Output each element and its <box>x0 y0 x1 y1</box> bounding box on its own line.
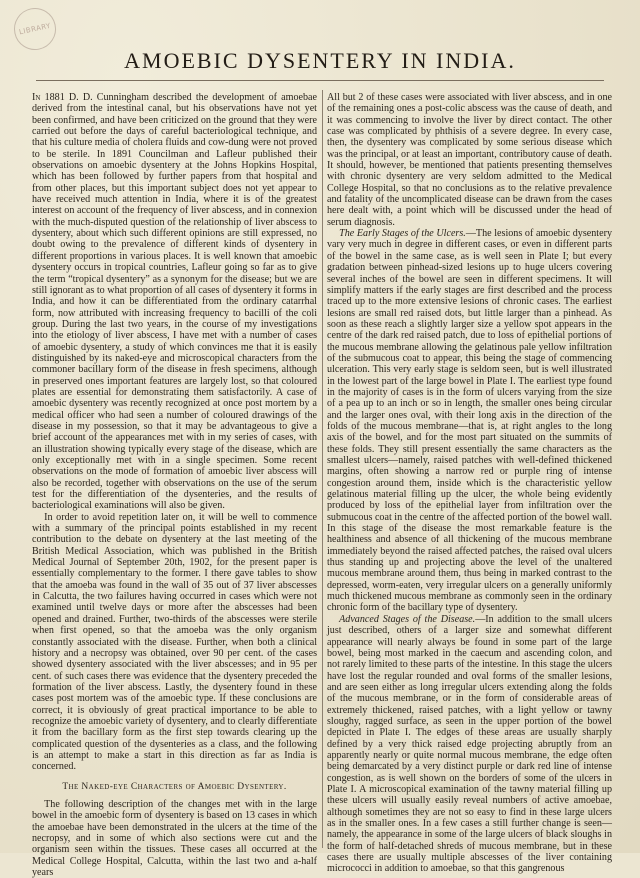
paragraph-advanced-stages <box>327 614 612 875</box>
stamp-text: LIBRARY <box>18 21 52 37</box>
paragraph-cases: All but 2 of these cases were associated with liver abscess, and in one of the remaining ones a post-colic abscess was the cause of death, and it was commencing to involve the liver by direct contact. The other case was complicated by phthisis of a severe degree. In every case, then, the dysentery was complicated by some serious disease which was the principal, or at least an important, contributory cause of death. It should, however, be mentioned that patients presenting themselves with chronic dysentery are very seldom admitted to the Medical College Hospital, so that no conclusions as to the relative prevalence and fatality of the uncomplicated disease can be drawn from the cases here dealt with, a point which will be discussed under the head of serum diagnosis. <box>327 92 612 228</box>
section-heading: The Naked-eye Characters of Amoebic Dysentery. <box>62 781 287 792</box>
right-column <box>327 92 613 875</box>
paragraph-advanced-stages-text: —In addition to the small ulcers just described, others of a larger size and somewhat different appearance will nearly always be found in some part of the large bowel, being most marked in the caecum and ascending colon, and not rarely limited to these parts of the intestine. In this stage the ulcers have lost the regular rounded and oval forms of the smaller lesions, and are seen either as long irregular ulcers extending along the folds of the mucous membrane, or in the form of considerable areas of extremely thickened, raised patches, with a light yellow or tawny sloughy, ragged surface, as seen in the upper portion of the bowel depicted in Plate I. The edges of these areas are usually sharply defined by a very thick raised edge projecting abruptly from an apparently nearly or quite normal mucous membrane, the edge often being demarcated by a very distinct purple or dark red line of intense congestion, as is well shown on the borders of some of the ulcers in Plate I. A microscopical examination of the tawny material filling up these ulcers will usually easily reveal numbers of active amoebae, although sometimes they are not so easy to find in these large ulcers as in the smaller ones. In a few cases a still further change is seen—namely, the appearance in some of the large ulcers of black sloughs in the form of half-detached shreds of mucous membrane, but in these cases there are usually multiple abscesses of the liver containing micrococci in addition to amoebae, so that this gangrenous <box>327 613 612 875</box>
library-stamp <box>10 4 60 54</box>
paragraph-naked-eye: The following description of the changes met with in the large bowel in the amoebic form of dysentery is based on 13 cases in which the amoebae have been demonstrated in the ulcers at the time of the necropsy, and in some of which also sections were cut and the organism seen within the tissues. These cases all occurred at the Medical College Hospital, Calcutta, within the last two and a-half years <box>32 798 317 878</box>
left-column <box>32 92 318 878</box>
paragraph-early-stages-text: —The lesions of amoebic dysentery vary very much in degree in different cases, or even in different parts of the bowel in the same case, as is well seen in Plate I; but every gradation between pinhead-sized lesions up to huge ulcers covering several inches of the bowel are seen in different specimens. It will simplify matters if the early stages are first described and the process traced up to the more extensive lesions of chronic cases. The earliest lesions are small red raised dots, but little larger than a pinhead. As soon as these reach a slightly larger size a yellow spot appears in the centre of the dark red raised patch, due to loss of epithelial portions of the mucous membrane allowing the gelatinous pale yellow infiltration of the submucous coat to appear, this being the stage of commencing ulceration. This very early stage is seldom seen, but is well illustrated in the lowest part of the large bowel in Plate I. The earliest type found in the majority of cases is in the form of ulcers varying from the size of a pea up to an inch or so in length, the smaller ones being circular and the larger ones oval, with their long axis in the direction of the folds of the mucous membrane—that is, at right angles to the long axis of the bowel, and for the most part situated on the summits of these folds. They still present essentially the same characters as the smallest ulcers—namely, raised patches with well-defined thickened margins, often showing a narrow red or purple ring of intense congestion around them, inside which is the characteristic yellow gelatinous material filling up the ulcer, the whole being evidently produced by loss of the epithelial layer from infiltration over the submucous coat in the centre of the affected portion of the bowel wall. In this stage of the disease the most remarkable feature is the healthiness and absence of all thickening of the mucous membrane immediately beyond the raised affected patches, the raised oval ulcers thus standing up and projecting above the level of the unaltered mucous membrane around them, thus being in marked contrast to the depressed, worm-eaten, very irregular ulcers on a generally uniformly much thickened mucous membrane as commonly seen in the ordinary chronic form of the bacillary type of dysentery. <box>327 228 613 614</box>
paragraph-lead-word: In <box>32 92 41 103</box>
subheading-advanced-stages: Advanced Stages of the Disease. <box>339 613 476 625</box>
column-divider <box>322 90 323 848</box>
paragraph-early-stages <box>327 228 612 614</box>
subheading-early-stages: The Early Stages of the Ulcers. <box>339 228 466 240</box>
title-rule <box>36 80 604 81</box>
paragraph-intro <box>32 92 317 512</box>
paragraph-intro-text: 1881 D. D. Cunningham described the development of amoebae derived from the intestinal canal, but his observations have not yet been confirmed, and have been criticized on the ground that they were carried out before the days of careful bacteriological technique, and that his culture media of cholera fluids and cow-dung were not proved to be sterile. In 1891 Councilman and Lafleur published their observations on amoebic dysentery at the Johns Hopkins Hospital, which has been followed by further papers from that hospital and from other places, but this important subject does not yet appear to have received much attention in India, where it is of the greatest interest on account of the frequency of liver abscess, and in connexion with the much-disputed question of the relationship of liver abscess to dysentery, about which such different opinions are still expressed, no doubt owing to the prevalence of different kinds of dysentery in different proportions in various places. It is well known that amoebic dysentery occurs in tropical countries, Lafleur going so far as to give the term “tropical dysentery” as a synonym for the disease; but we are still ignorant as to what proportion of all cases of dysentery it forms in India, and how it can be differentiated from the ordinary catarrhal form, now attributed with increasing frequency to bacilli of the coli group. During the last two years, in the course of my investigations into the etiology of liver abscess, I have met with a number of cases of amoebic dysentery, a study of which convinces me that it is easily distinguished by its naked-eye and microscopical characters from the commoner bacillary form of the disease in fresh specimens, although in preserved ones important features are largely lost, so that coloured plates are essential for demonstrating them satisfactorily. A case of amoebic dysentery was recently recognized at once post mortem by a medical officer who had seen a number of coloured drawings of the disease in my possession, so that it may be advantageous to give a brief account of the appearances met with in my series of cases, with an illustration showing typically every stage of the disease, which are only exceptionally met with in a single specimen. Some recent observations on the mode of formation of amoebic liver abscess will also be recorded, together with observations on the use of the serum test for the differentiation of the dysenteries, and the results of bacteriological examinations will also be given. <box>32 92 317 512</box>
article-title: AMOEBIC DYSENTERY IN INDIA. <box>124 48 516 73</box>
paragraph-summary: In order to avoid repetition later on, it will be well to commence with a summary of the principal points established in my recent contribution to the debate on dysentery at the last meeting of the British Medical Association, which was published in the British Medical Journal of September 20th, 1902, for the present paper is essentially complementary to the former. I there gave tables to show that the amoeba was found in the wall of 35 out of 37 liver abscesses in Calcutta, the two failures having occurred in cases which were not examined until twelve days or more after the abscesses had been opened and drained. Further, two-thirds of the abscesses were sterile when first opened, so that the amoeba was the only organism constantly associated with the disease. Further, when both a clinical history and a necropsy was obtained, over 90 per cent. of the cases showed dysentery associated with the liver abscesses; and in 95 per cent. of such cases there was evidence that the dysentery preceded the formation of the liver abscess. Lastly, the dysentery found in these cases post mortem was of the amoebic type. If these conclusions are correct, it is obviously of great practical importance to be able to recognize the amoebic variety of dysentery, and to clearly differentiate it from the bacillary form as the first step towards clearing up the complicated question of the dysenteries as a class, and the following is an attempt to make a start in this direction as far as India is concerned. <box>32 511 318 773</box>
